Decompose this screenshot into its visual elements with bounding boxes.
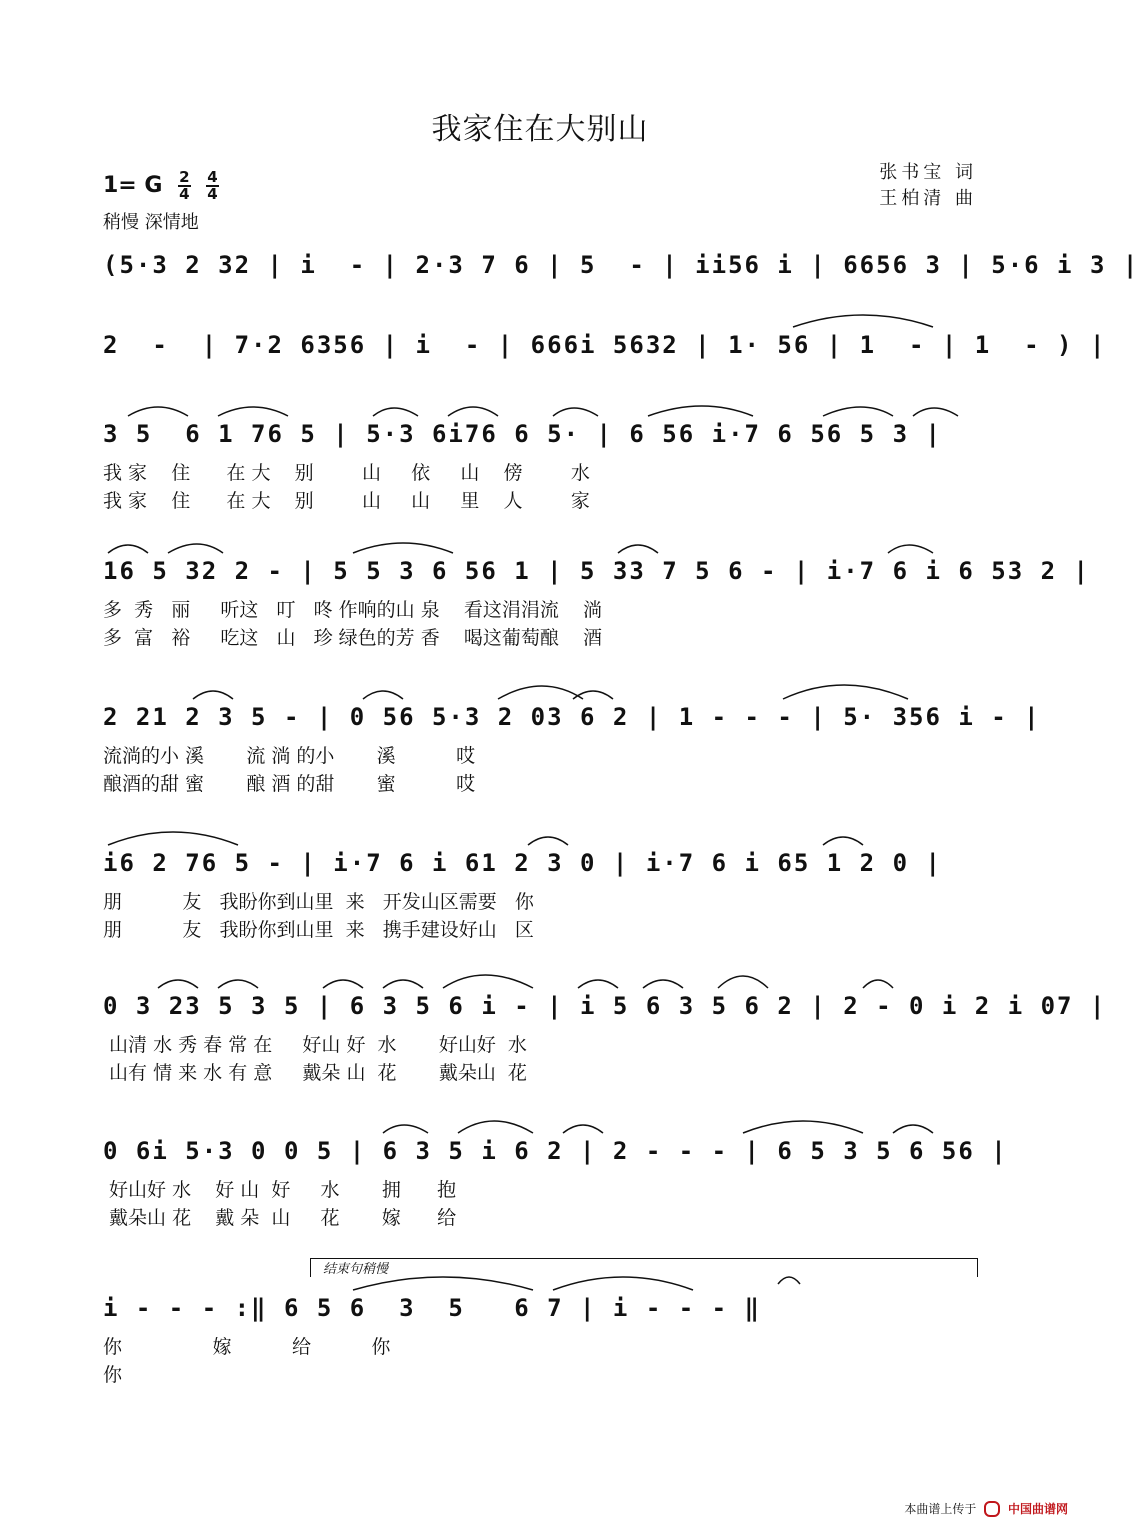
ending-label: 结束句稍慢 (323, 1262, 389, 1277)
notation-line: 2 - | 7·2 6356 | i - | 666i 5632 | 1· 56 | 1 - | 1 - ) | (103, 331, 1107, 359)
credits (879, 160, 977, 212)
notation-line: i6 2 76 5 - | i·7 6 i 61 2 3 0 | i·7 6 i 65 1 2 0 | (103, 849, 942, 877)
composer: 王柏清 曲 (879, 188, 977, 209)
lyric-verse-1: 我 家 住 在 大 别 山 依 山 傍 水 (103, 462, 590, 484)
tempo-mark: 稍慢 深情地 (103, 212, 199, 233)
lyric-verse-2: 朋 友 我盼你到山里 来 携手建设好山 区 (103, 919, 534, 941)
footer-brand[interactable]: 中国曲谱网 (1007, 1501, 1068, 1516)
footer-watermark (904, 1500, 1068, 1518)
score-title: 我家住在大别山 (431, 112, 649, 147)
site-logo-icon (984, 1501, 1000, 1517)
lyric-verse-1: 朋 友 我盼你到山里 来 开发山区需要 你 (103, 891, 534, 913)
notation-line: 0 3 23 5 3 5 | 6 3 5 6 i - | i 5 6 3 5 6 2 | 2 - 0 i 2 i 07 | (103, 992, 1107, 1020)
time-signature-a: $\frac{2}{4}$ (179, 168, 190, 203)
time-signature-b: $\frac{4}{4}$ (207, 168, 218, 203)
lyric-verse-2: 戴朵山 花 戴 朵 山 花 嫁 给 (103, 1207, 457, 1229)
lyric-verse-2: 你 (103, 1364, 123, 1386)
lyric-verse-2: 山有 情 来 水 有 意 戴朵 山 花 戴朵山 花 (103, 1062, 527, 1084)
notation-line: 2 21 2 3 5 - | 0 56 5·3 2 03 6 2 | 1 - - - | 5· 356 i - | (103, 703, 1041, 731)
key-label: 1= G (103, 173, 163, 198)
notation-line: 0 6i 5·3 0 0 5 | 6 3 5 i 6 2 | 2 - - - | 6 5 3 5 6 56 | (103, 1137, 1008, 1165)
lyric-verse-1: 多 秀 丽 听这 叮 咚 作响的山 泉 看这涓涓流 淌 (103, 599, 603, 621)
lyric-verse-1: 流淌的小 溪 流 淌 的小 溪 哎 (103, 745, 476, 767)
notation-line: 16 5 32 2 - | 5 5 3 6 56 1 | 5 33 7 5 6 - | i·7 6 i 6 53 2 | (103, 557, 1090, 585)
lyric-verse-1: 好山好 水 好 山 好 水 拥 抱 (103, 1179, 457, 1201)
notation-line: (5·3 2 32 | i - | 2·3 7 6 | 5 - | ii56 i | 6656 3 | 5·6 i 3 | (103, 251, 1139, 279)
footer-text: 本曲谱上传于 (904, 1501, 977, 1516)
lyric-verse-2: 我 家 住 在 大 别 山 山 里 人 家 (103, 490, 590, 512)
lyric-verse-1: 你 嫁 给 你 (103, 1336, 391, 1358)
notation-line: i - - - :‖ 6 5 6 3 5 6 7 | i - - - ‖ (103, 1294, 761, 1322)
lyric-verse-2: 酿酒的甜 蜜 酿 酒 的甜 蜜 哎 (103, 773, 476, 795)
lyricist: 张书宝 词 (879, 162, 977, 183)
notation-line: 3 5 6 1 76 5 | 5·3 6i76 6 5· | 6 56 i·7 6 56 5 3 | (103, 420, 942, 448)
lyric-verse-1: 山清 水 秀 春 常 在 好山 好 水 好山好 水 (103, 1034, 527, 1056)
key-signature (103, 170, 219, 202)
lyric-verse-2: 多 富 裕 吃这 山 珍 绿色的芳 香 喝这葡萄酿 酒 (103, 627, 603, 649)
